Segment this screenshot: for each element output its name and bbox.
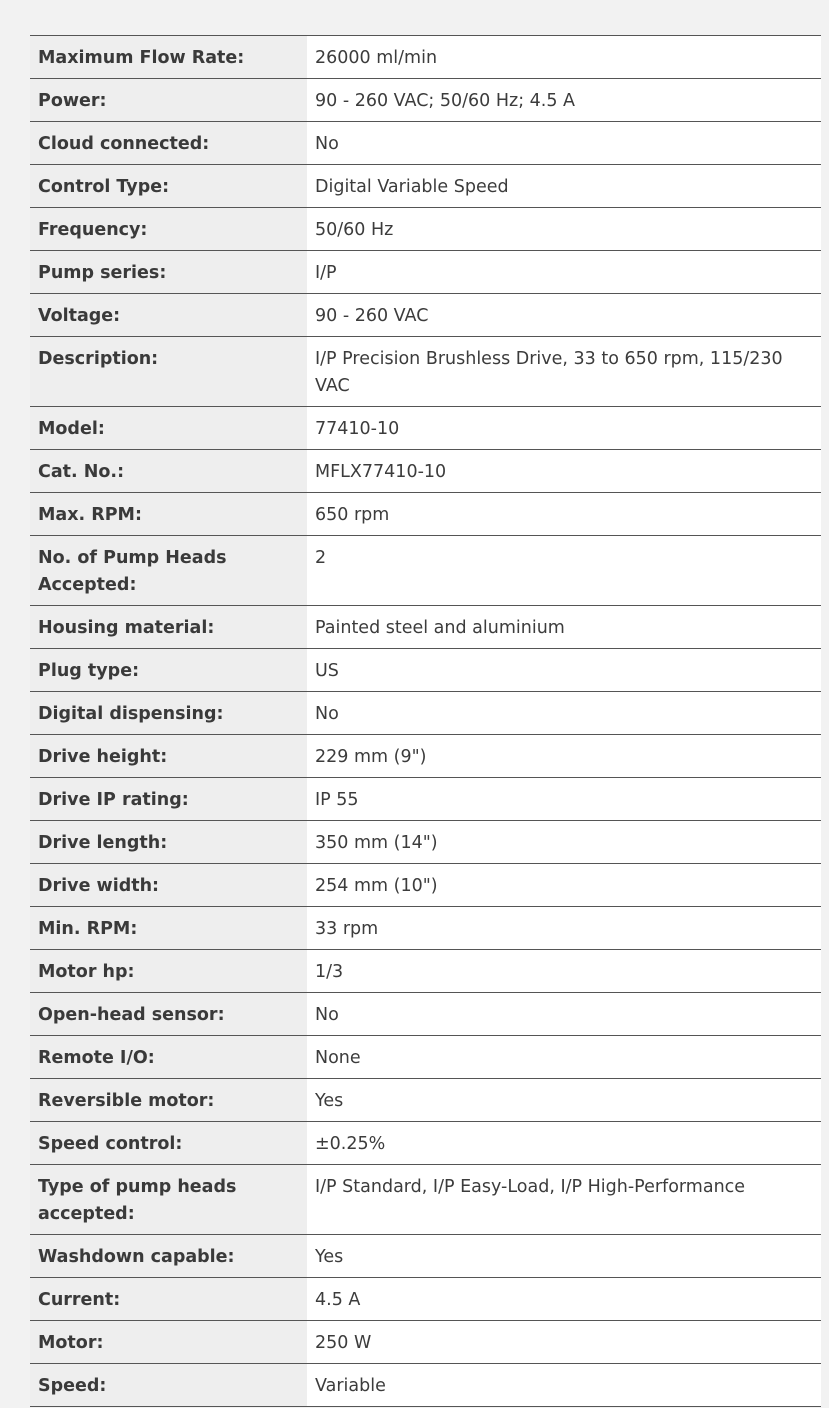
spec-row bbox=[30, 1235, 821, 1278]
spec-value: Digital Variable Speed bbox=[307, 165, 821, 208]
spec-label: Cloud connected: bbox=[30, 122, 307, 165]
spec-label: Open-head sensor: bbox=[30, 993, 307, 1036]
spec-row bbox=[30, 1036, 821, 1079]
spec-value: I/P Precision Brushless Drive, 33 to 650 rpm, 115/230 VAC bbox=[307, 337, 821, 407]
spec-label: Description: bbox=[30, 337, 307, 407]
spec-label: Current: bbox=[30, 1278, 307, 1321]
spec-row bbox=[30, 649, 821, 692]
spec-value: IP 55 bbox=[307, 778, 821, 821]
spec-row bbox=[30, 950, 821, 993]
spec-label: Control Type: bbox=[30, 165, 307, 208]
spec-value: 1/3 bbox=[307, 950, 821, 993]
spec-label: Digital dispensing: bbox=[30, 692, 307, 735]
spec-row bbox=[30, 251, 821, 294]
spec-row bbox=[30, 536, 821, 606]
spec-row bbox=[30, 79, 821, 122]
spec-row bbox=[30, 1321, 821, 1364]
spec-row bbox=[30, 821, 821, 864]
spec-value: No bbox=[307, 692, 821, 735]
spec-value: Variable bbox=[307, 1364, 821, 1407]
spec-label: Voltage: bbox=[30, 294, 307, 337]
spec-value: Yes bbox=[307, 1079, 821, 1122]
spec-value: ±0.25% bbox=[307, 1122, 821, 1165]
spec-row bbox=[30, 1364, 821, 1407]
spec-row bbox=[30, 1165, 821, 1235]
spec-value: No bbox=[307, 122, 821, 165]
spec-value: 77410-10 bbox=[307, 407, 821, 450]
spec-value: 33 rpm bbox=[307, 907, 821, 950]
spec-value: Yes bbox=[307, 1235, 821, 1278]
spec-label: Remote I/O: bbox=[30, 1036, 307, 1079]
spec-row bbox=[30, 993, 821, 1036]
spec-value: 250 W bbox=[307, 1321, 821, 1364]
spec-value: 229 mm (9") bbox=[307, 735, 821, 778]
spec-label: Speed control: bbox=[30, 1122, 307, 1165]
spec-row bbox=[30, 606, 821, 649]
spec-label: Maximum Flow Rate: bbox=[30, 36, 307, 79]
spec-row bbox=[30, 864, 821, 907]
spec-label: Type of pump heads accepted: bbox=[30, 1165, 307, 1235]
spec-label: Reversible motor: bbox=[30, 1079, 307, 1122]
specifications-table bbox=[30, 35, 821, 1407]
spec-row bbox=[30, 778, 821, 821]
spec-label: No. of Pump Heads Accepted: bbox=[30, 536, 307, 606]
spec-value: 650 rpm bbox=[307, 493, 821, 536]
spec-label: Power: bbox=[30, 79, 307, 122]
spec-row bbox=[30, 907, 821, 950]
spec-value: Painted steel and aluminium bbox=[307, 606, 821, 649]
spec-row bbox=[30, 493, 821, 536]
spec-value: 350 mm (14") bbox=[307, 821, 821, 864]
spec-label: Drive height: bbox=[30, 735, 307, 778]
spec-value: 254 mm (10") bbox=[307, 864, 821, 907]
spec-value: 90 - 260 VAC bbox=[307, 294, 821, 337]
spec-row bbox=[30, 407, 821, 450]
spec-row bbox=[30, 294, 821, 337]
spec-label: Min. RPM: bbox=[30, 907, 307, 950]
spec-label: Motor hp: bbox=[30, 950, 307, 993]
spec-label: Speed: bbox=[30, 1364, 307, 1407]
spec-row bbox=[30, 337, 821, 407]
specifications-table-body bbox=[30, 36, 821, 1407]
spec-label: Model: bbox=[30, 407, 307, 450]
spec-label: Frequency: bbox=[30, 208, 307, 251]
spec-row bbox=[30, 450, 821, 493]
spec-value: No bbox=[307, 993, 821, 1036]
spec-row bbox=[30, 122, 821, 165]
spec-label: Max. RPM: bbox=[30, 493, 307, 536]
spec-label: Drive width: bbox=[30, 864, 307, 907]
spec-value: US bbox=[307, 649, 821, 692]
spec-label: Motor: bbox=[30, 1321, 307, 1364]
spec-label: Pump series: bbox=[30, 251, 307, 294]
spec-row bbox=[30, 208, 821, 251]
spec-row bbox=[30, 1122, 821, 1165]
spec-value: 4.5 A bbox=[307, 1278, 821, 1321]
spec-value: 50/60 Hz bbox=[307, 208, 821, 251]
spec-value: I/P Standard, I/P Easy-Load, I/P High-Performance bbox=[307, 1165, 821, 1235]
spec-value: 2 bbox=[307, 536, 821, 606]
spec-label: Housing material: bbox=[30, 606, 307, 649]
spec-value: MFLX77410-10 bbox=[307, 450, 821, 493]
spec-row bbox=[30, 1079, 821, 1122]
spec-label: Drive IP rating: bbox=[30, 778, 307, 821]
spec-row bbox=[30, 735, 821, 778]
spec-row bbox=[30, 36, 821, 79]
spec-label: Cat. No.: bbox=[30, 450, 307, 493]
spec-label: Drive length: bbox=[30, 821, 307, 864]
spec-row bbox=[30, 165, 821, 208]
specifications-panel bbox=[30, 35, 821, 1407]
spec-value: 26000 ml/min bbox=[307, 36, 821, 79]
spec-value: I/P bbox=[307, 251, 821, 294]
spec-row bbox=[30, 692, 821, 735]
spec-value: 90 - 260 VAC; 50/60 Hz; 4.5 A bbox=[307, 79, 821, 122]
spec-label: Washdown capable: bbox=[30, 1235, 307, 1278]
spec-label: Plug type: bbox=[30, 649, 307, 692]
spec-value: None bbox=[307, 1036, 821, 1079]
spec-row bbox=[30, 1278, 821, 1321]
